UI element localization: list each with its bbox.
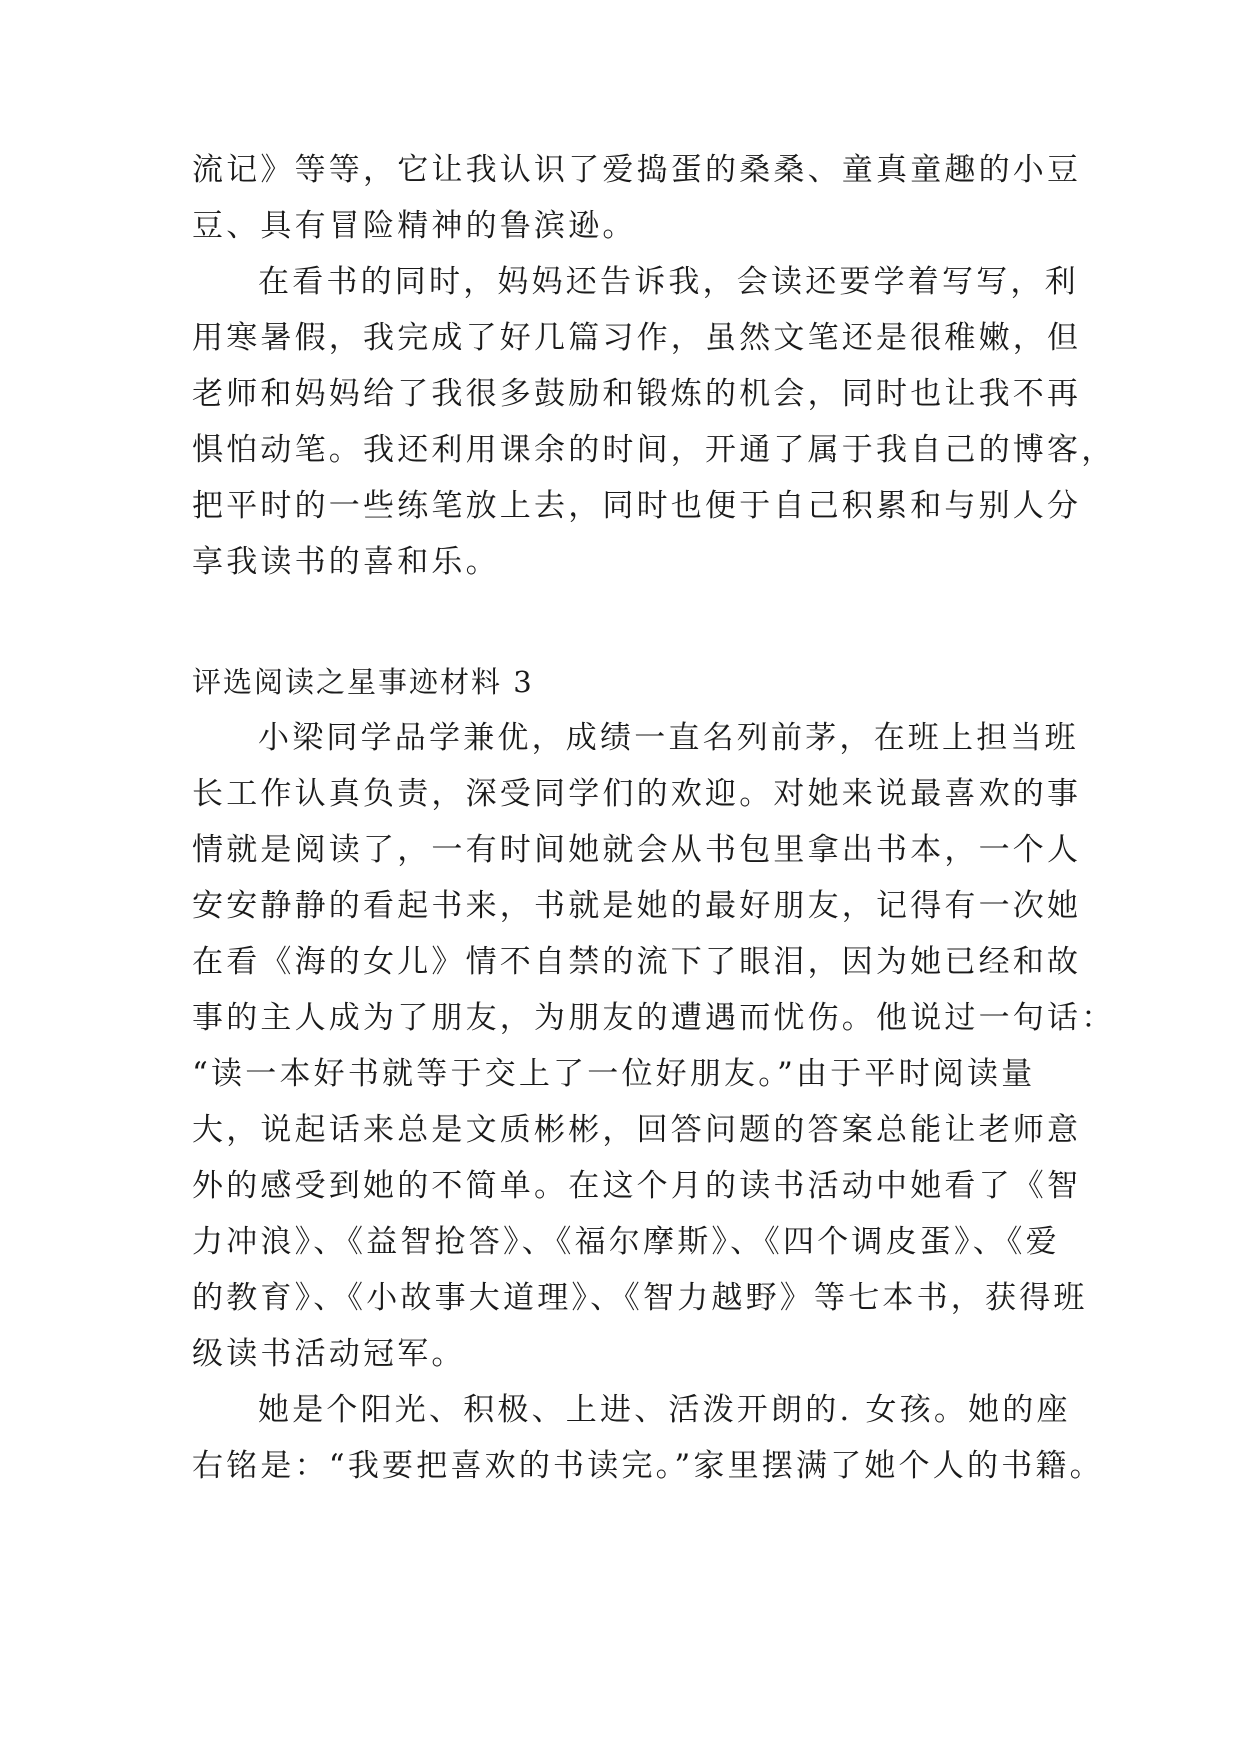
paragraph-2-line-4: 惧怕动笔。我还利用课余的时间，开通了属于我自己的博客， (192, 432, 1116, 468)
paragraph-3-line-1: 小梁同学品学兼优，成绩一直名列前茅，在班上担当班 (258, 720, 1079, 756)
paragraph-2-line-1: 在看书的同时，妈妈还告诉我，会读还要学着写写，利 (258, 264, 1079, 300)
paragraph-2-line-6: 享我读书的喜和乐。 (192, 544, 500, 580)
paragraph-3-line-3: 情就是阅读了，一有时间她就会从书包里拿出书本，一个人 (192, 832, 1082, 868)
paragraph-4-line-1: 她是个阳光、积极、上进、活泼开朗的. 女孩。她的座 (258, 1392, 1071, 1428)
paragraph-1-line-2: 豆、具有冒险精神的鲁滨逊。 (192, 208, 637, 244)
paragraph-4-line-2: 右铭是：“我要把喜欢的书读完。”家里摆满了她个人的书籍。 (192, 1448, 1104, 1484)
paragraph-3-line-11: 的教育》、《小故事大道理》、《智力越野》等七本书，获得班 (192, 1280, 1088, 1316)
paragraph-1-line-1: 流记》等等，它让我认识了爱捣蛋的桑桑、童真童趣的小豆 (192, 152, 1082, 188)
paragraph-2-line-3: 老师和妈妈给了我很多鼓励和锻炼的机会，同时也让我不再 (192, 376, 1082, 412)
paragraph-3-line-10: 力冲浪》、《益智抢答》、《福尔摩斯》、《四个调皮蛋》、《爱 (192, 1224, 1060, 1260)
paragraph-3-line-2: 长工作认真负责，深受同学们的欢迎。对她来说最喜欢的事 (192, 776, 1082, 812)
paragraph-3-line-12: 级读书活动冠军。 (192, 1336, 466, 1372)
paragraph-3-line-7: “读一本好书就等于交上了一位好朋友。”由于平时阅读量 (192, 1056, 1036, 1092)
paragraph-2-line-2: 用寒暑假，我完成了好几篇习作，虽然文笔还是很稚嫩，但 (192, 320, 1082, 356)
paragraph-3-line-8: 大，说起话来总是文质彬彬，回答问题的答案总能让老师意 (192, 1112, 1082, 1148)
paragraph-3-line-6: 事的主人成为了朋友，为朋友的遭遇而忧伤。他说过一句话： (192, 1000, 1116, 1036)
paragraph-2-line-5: 把平时的一些练笔放上去，同时也便于自己积累和与别人分 (192, 488, 1082, 524)
paragraph-3-line-5: 在看《海的女儿》情不自禁的流下了眼泪，因为她已经和故 (192, 944, 1082, 980)
paragraph-3-line-9: 外的感受到她的不简单。在这个月的读书活动中她看了《智 (192, 1168, 1082, 1204)
paragraph-3-line-4: 安安静静的看起书来，书就是她的最好朋友，记得有一次她 (192, 888, 1082, 924)
section-heading: 评选阅读之星事迹材料 3 (192, 665, 534, 699)
